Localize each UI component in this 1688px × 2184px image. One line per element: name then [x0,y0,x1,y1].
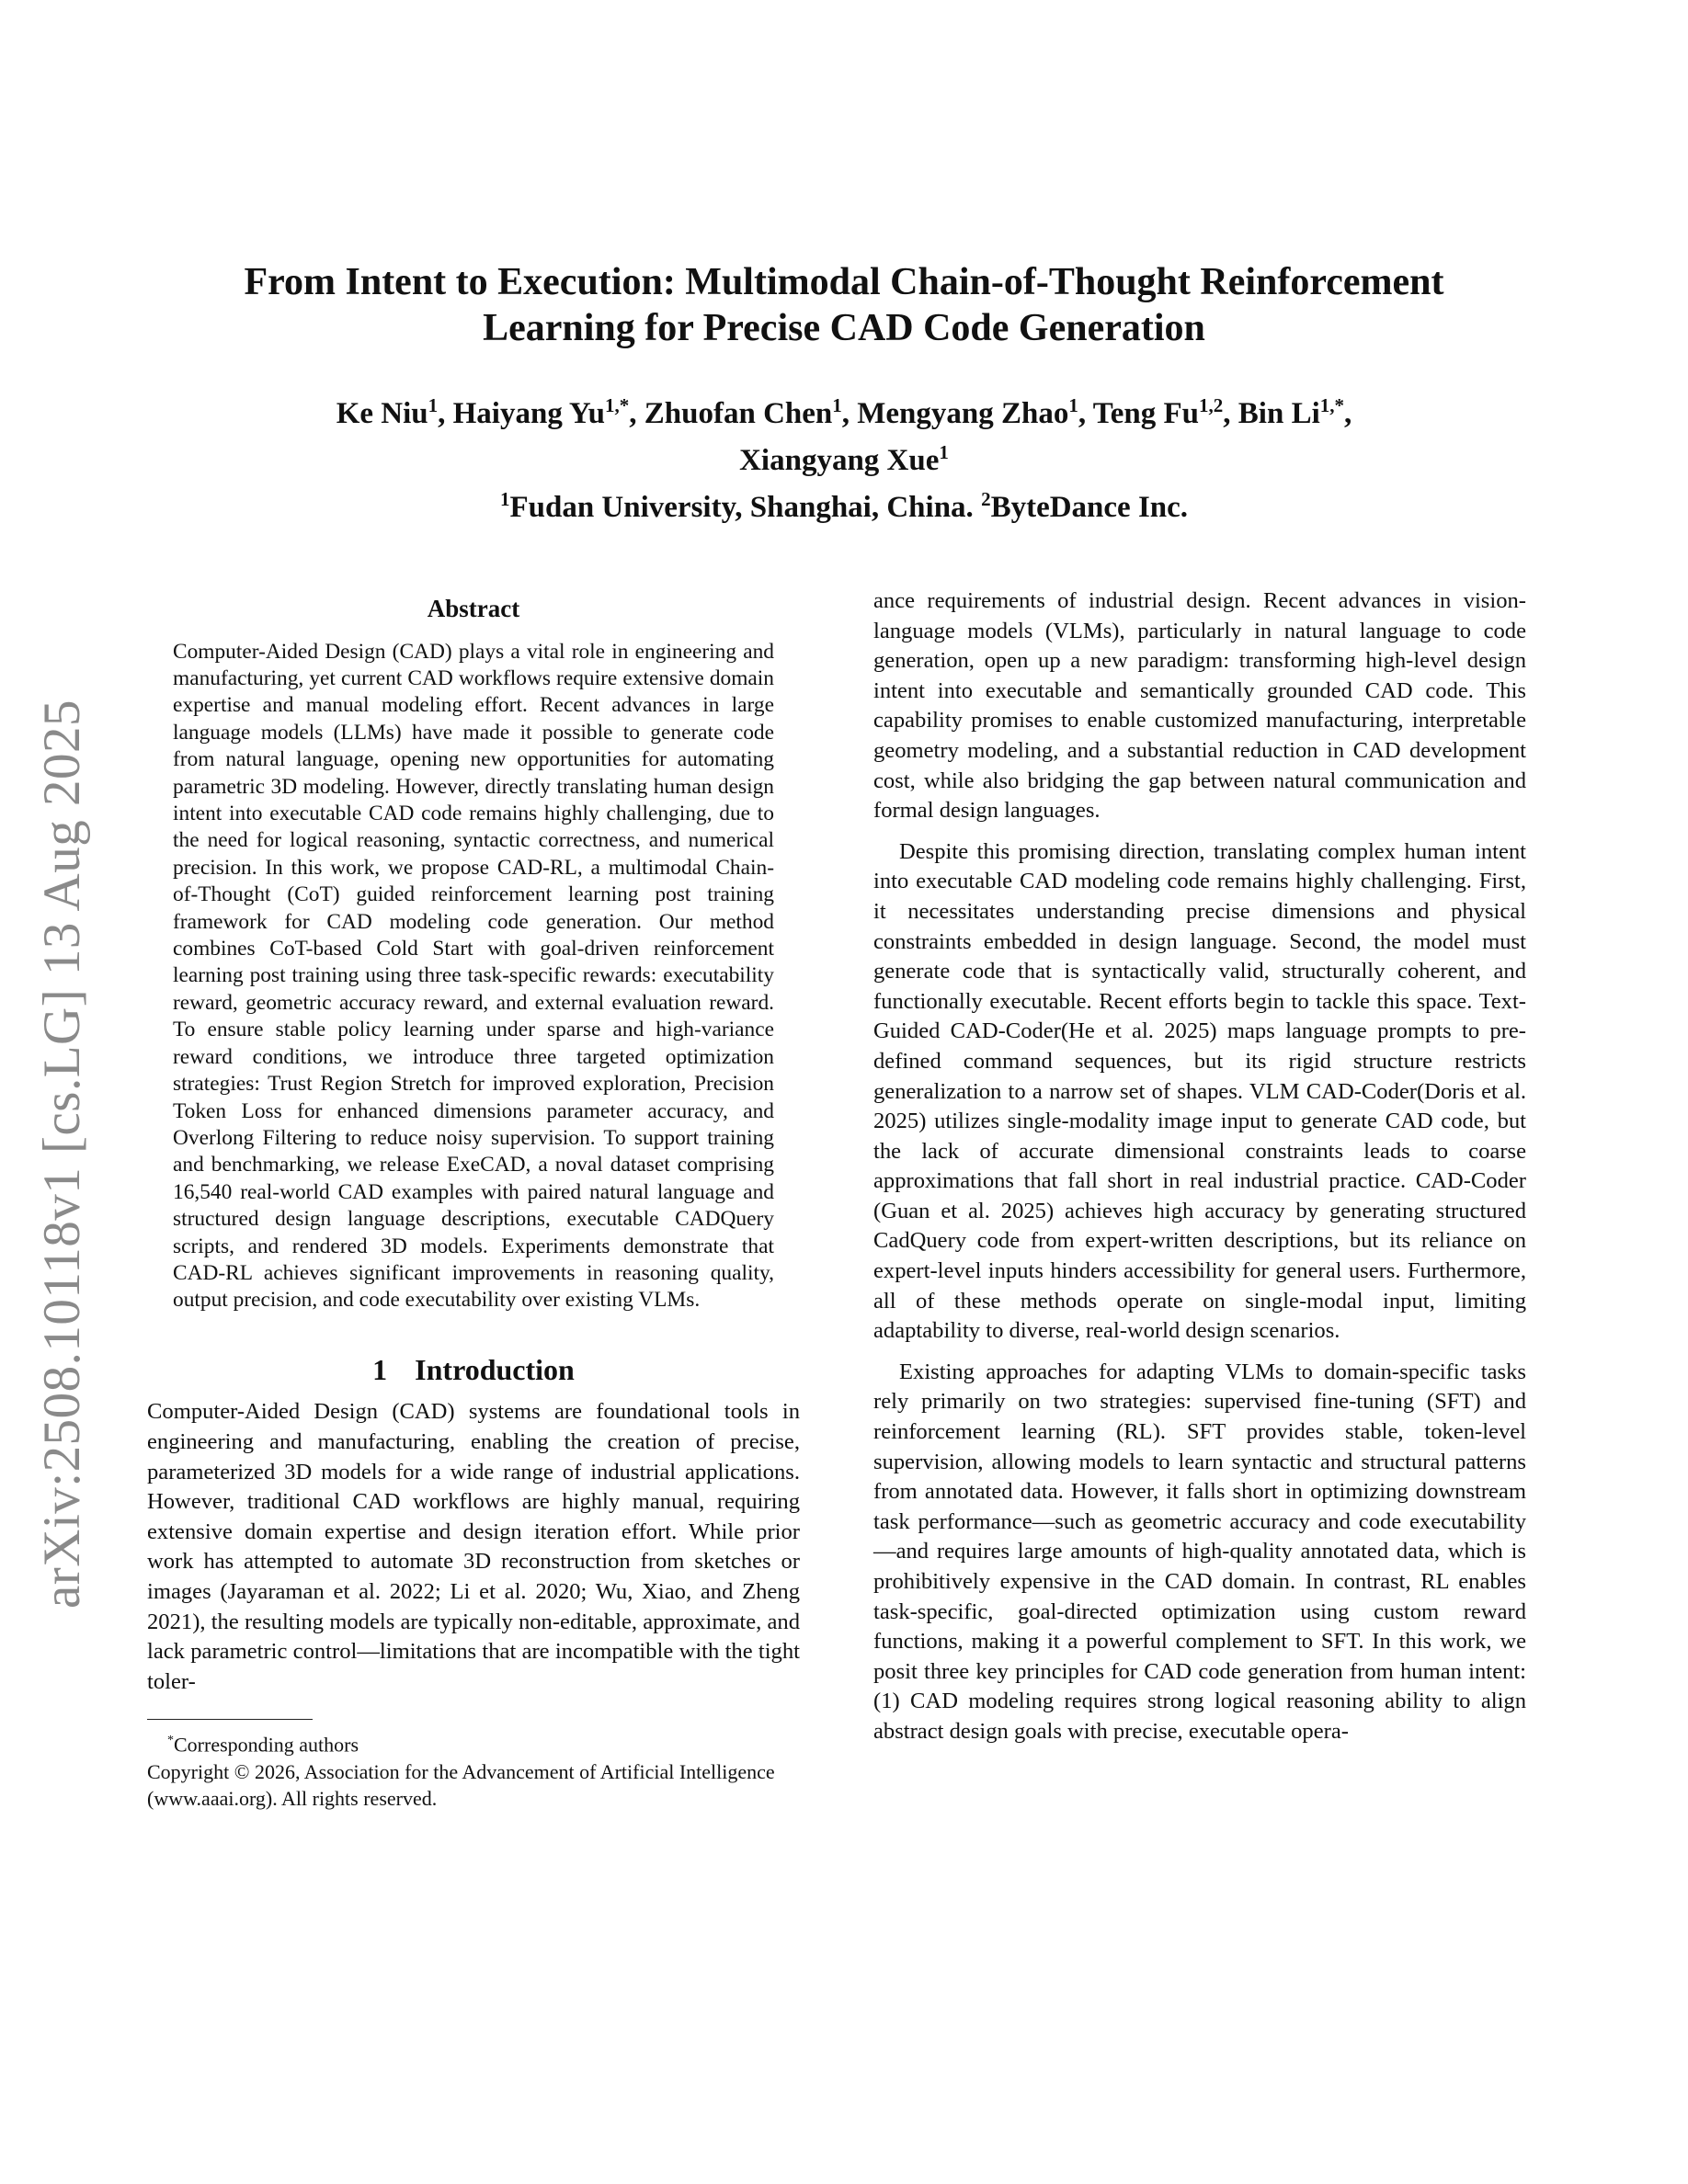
abstract-text: Computer-Aided Design (CAD) plays a vital role in engineering and manufacturing, yet current CAD workflows require extensive domain expertise and manual modeling effort. Recent advances in large language models (LLMs) have made it possible to generate code from natural language, opening new opportunities for automating parametric 3D modeling. However, directly translating human design intent into executable CAD code remains highly challenging, due to the need for logical reasoning, syntactic correctness, and numerical precision. In this work, we propose CAD-RL, a multimodal Chain-of-Thought (CoT) guided reinforcement learning post training framework for CAD modeling code generation. Our method combines CoT-based Cold Start with goal-driven reinforcement learning post training using three task-specific rewards: executability reward, geometric accuracy reward, and external evaluation reward. To ensure stable policy learning under sparse and high-variance reward conditions, we introduce three targeted optimization strategies: Trust Region Stretch for improved exploration, Precision Token Loss for enhanced dimensions parameter accuracy, and Overlong Filtering to reduce noisy supervision. To support training and benchmarking, we release ExeCAD, a noval dataset comprising 16,540 real-world CAD examples with paired natural language and structured design language descriptions, executable CADQuery scripts, and rendered 3D models. Experiments demonstrate that CAD-RL achieves significant improvements in reasoning quality, output precision, and code executability over existing VLMs. [173,639,774,1313]
affiliation-mark: 2 [981,488,991,510]
author-separator: , [629,397,644,430]
author-name: Bin Li [1237,397,1320,430]
intro-paragraph-2: Despite this promising direction, translating complex human intent into executable CAD modeling code remains highly challenging. First, it necessitates understanding precise dimensions and physical constraints embedded in design language. Second, the model must generate code that is syntactically valid, structurally coherent, and functionally executable. Recent efforts begin to tackle this space. Text-Guided CAD-Coder(He et al. 2025) maps language prompts to pre-defined command sequences, but its rigid structure restricts generalization to a narrow set of shapes. VLM CAD-Coder(Doris et al. 2025) utilizes single-modality image input to generate CAD code, but the lack of accurate dimensional constraints leads to coarse approximations that fall short in real industrial practice. CAD-Coder (Guan et al. 2025) achieves high accuracy by generating structured CadQuery code from expert-written descriptions, but its reliance on expert-level inputs hinders accessibility for general users. Furthermore, all of these methods operate on single-modal input, limiting adaptability to diverse, real-world design scenarios. [873,838,1526,1344]
intro-paragraph-1-continued: ance requirements of industrial design. Recent advances in vision-language models (VLMs), particularly in natural language to code generation, open up a new paradigm: transforming high-level design intent into executable and semantically grounded CAD code. This capability promises to enable customized manufacturing, interpretable geometry modeling, and a substantial reduction in CAD development cost, while also bridging the gap between natural communication and formal design languages. [873,588,1526,824]
author-separator: , [1344,397,1352,430]
section-number: 1 [372,1352,388,1386]
section-title: Introduction [415,1352,575,1386]
title-line-1: From Intent to Execution: Multimodal Chain-of-Thought Reinforcement [244,261,1444,303]
affiliations [165,480,1523,527]
arxiv-identifier: arXiv:2508.10118v1 [cs.LG] 13 Aug 2025 [33,700,91,1609]
authors-line-2 [165,433,1523,480]
author-name: Haiyang Yu [452,397,606,430]
author-name: Xiangyang Xue [739,444,940,477]
author-name: Teng Fu [1092,397,1200,430]
author-affiliation-mark: 1 [428,394,439,416]
author-affiliation-mark: 1,* [1319,394,1345,416]
author-separator: , [841,397,858,430]
footnote-corresponding [147,1727,800,1757]
author-separator: , [1223,397,1238,430]
left-column [147,586,800,1812]
paper-title [165,259,1523,351]
author-name: Mengyang Zhao [857,397,1069,430]
author-affiliation-mark: 1,2 [1199,394,1224,416]
author-name: Ke Niu [336,397,428,430]
copyright-notice: Copyright © 2026, Association for the Advancement of Artificial Intelligence (www.aaai.org). All rights reserved. [147,1759,775,1810]
intro-paragraph-3: Existing approaches for adapting VLMs to domain-specific tasks rely primarily on two strategies: supervised fine-tuning (SFT) and reinforcement learning (RL). SFT provides stable, token-level supervision, allowing models to learn syntactic and structural patterns from annotated data. However, it falls short in optimizing downstream task performance—such as geometric accuracy and code executability—and requires large amounts of high-quality annotated data, which is prohibitively expensive in the CAD domain. In contrast, RL enables task-specific, goal-directed optimization using custom reward functions, making it a powerful complement to SFT. In this work, we posit three key principles for CAD code generation from human intent: (1) CAD modeling requires strong logical reasoning ability to align abstract design goals with precise, executable opera- [873,1359,1526,1744]
author-block [165,386,1523,527]
author-name: Zhuofan Chen [644,397,833,430]
author-affiliation-mark: 1 [832,394,842,416]
footnote-divider [147,1719,313,1720]
author-affiliation-mark: 1,* [605,394,630,416]
affiliation-fudan: Fudan University, Shanghai, China. [509,491,982,524]
author-affiliation-mark: 1 [1068,394,1078,416]
author-affiliation-mark: 1 [939,441,949,463]
footnote-text: Corresponding authors [174,1733,359,1757]
author-separator: , [1078,397,1093,430]
footnote-mark: * [167,1734,174,1748]
affiliation-mark: 1 [499,488,510,510]
affiliation-bytedance: ByteDance Inc. [990,491,1189,524]
section-heading-introduction [147,1352,800,1386]
title-line-2: Learning for Precise CAD Code Generation [483,307,1205,349]
authors-line-1 [165,386,1523,433]
intro-paragraph-1: Computer-Aided Design (CAD) systems are foundational tools in engineering and manufacturing, enabling the creation of precise, parameterized 3D models for a wide range of industrial applications. However, traditional CAD workflows are highly manual, requiring extensive domain expertise and design iteration effort. While prior work has attempted to automate 3D reconstruction from sketches or images (Jayaraman et al. 2022; Li et al. 2020; Wu, Xiao, and Zheng 2021), the resulting models are typically non-editable, approximate, and lack parametric control—limitations that are incompatible with the tight toler- [147,1399,800,1694]
abstract-heading: Abstract [427,595,520,622]
author-separator: , [438,397,453,430]
right-column [873,586,1526,1747]
